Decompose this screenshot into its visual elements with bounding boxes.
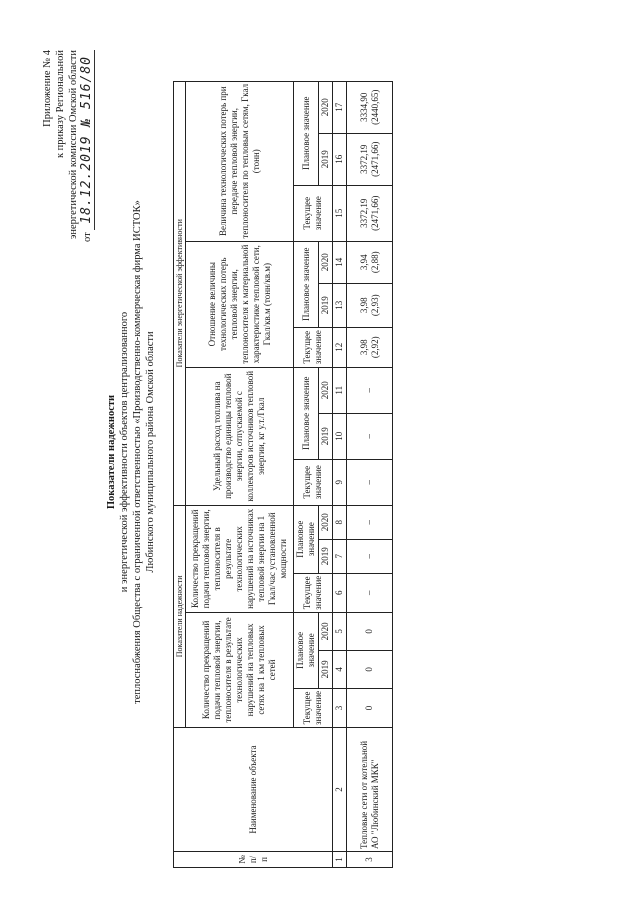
planned-label-5: Плановое значение [294, 81, 319, 185]
row-value: – [347, 539, 393, 573]
year-2020-g4: 2020 [319, 241, 333, 283]
group-header-3: Удельный расход топлива на производство единицы тепловой энергии, отпускаемой с коллекторов источников тепловой энергии, кг у.т./Гкал [186, 367, 294, 505]
group-header-4: Отношение величины технологических потерь тепловой энергии, теплоносителя к материальной характеристике тепловой сети, Гкал/кв.м (тонн/кв.м) [186, 241, 294, 367]
current-label-3: Текущее значение [294, 459, 333, 505]
appendix-line-1: Приложение № 4 [42, 50, 53, 127]
col-number: 2 [333, 728, 347, 852]
col-number: 10 [333, 413, 347, 459]
rotated-document-sheet [35, 22, 605, 882]
indicators-table [173, 81, 393, 868]
section-efficiency: Показатели энергетической эффективности [174, 81, 186, 505]
row-value: – [347, 505, 393, 539]
group-header-5: Величина технологических потерь при передаче тепловой энергии, теплоносителя по тепловым сетям, Гкал (тонн) [186, 81, 294, 241]
appendix-line-4 [80, 50, 95, 242]
row-value: 0 [347, 688, 393, 727]
title-line-2: и энергетической эффективности объектов централизованного [119, 311, 130, 593]
current-label-1: Текущее значение [294, 688, 333, 727]
col-number: 8 [333, 505, 347, 539]
row-value: – [347, 367, 393, 413]
document-title-block [105, 22, 157, 882]
col-number: 9 [333, 459, 347, 505]
col-number: 12 [333, 327, 347, 367]
year-2020-g5: 2020 [319, 81, 333, 133]
group-header-2: Количество прекращений подачи тепловой энергии, теплоносителя в результате технологических нарушений на источниках тепловой энергии на 1 Гкал/час установленной мощности [186, 505, 294, 612]
row-value: 3,98 (2,93) [347, 283, 393, 327]
appendix-line-2: к приказу Региональной [55, 50, 66, 159]
row-value: 3,94 (2,88) [347, 241, 393, 283]
year-2020-g3: 2020 [319, 367, 333, 413]
appendix-date-prefix: от [82, 232, 93, 243]
table-row [347, 81, 393, 867]
col-number: 1 [333, 852, 347, 868]
row-value: – [347, 413, 393, 459]
col-number: 3 [333, 688, 347, 727]
year-2020-g1: 2020 [319, 612, 333, 650]
year-2020-g2: 2020 [319, 505, 333, 539]
col-number: 13 [333, 283, 347, 327]
col-number: 6 [333, 573, 347, 612]
year-2019-g5: 2019 [319, 133, 333, 185]
row-value: 0 [347, 612, 393, 650]
year-2019-g3: 2019 [319, 413, 333, 459]
row-value: 0 [347, 650, 393, 688]
row-value: 3372,19 (2471,66) [347, 133, 393, 185]
col-number: 7 [333, 539, 347, 573]
row-object-name: Тепловые сети от котельной АО "Любинский МКК" [347, 728, 393, 852]
planned-label-3: Плановое значение [294, 367, 319, 459]
row-value: 3,98 (2,92) [347, 327, 393, 367]
current-label-4: Текущее значение [294, 327, 333, 367]
group-header-1: Количество прекращений подачи тепловой энергии, теплоносителя в результате технологических нарушений на тепловых сетях на 1 км тепловых сетей [186, 612, 294, 727]
col-number: 11 [333, 367, 347, 413]
title-line-3: теплоснабжения Общества с ограниченной ответственностью «Производственно-коммерческая фирма ИСТОК» [132, 200, 143, 704]
appendix-block [41, 50, 95, 242]
title-line-4: Любинского муниципального района Омской области [145, 331, 156, 573]
year-2019-g2: 2019 [319, 539, 333, 573]
col-number: 16 [333, 133, 347, 185]
row-value: – [347, 573, 393, 612]
row-value: – [347, 459, 393, 505]
col-number: 4 [333, 650, 347, 688]
document-title: Показатели надежности [106, 394, 117, 510]
col-number: 14 [333, 241, 347, 283]
handwritten-signature: 18.12.2019 № 516/80 [80, 50, 95, 230]
appendix-line-3: энергетической комиссии Омской области [68, 50, 79, 240]
year-2019-g4: 2019 [319, 283, 333, 327]
column-number-row [333, 81, 347, 867]
row-num: 3 [347, 852, 393, 868]
planned-label-2: Плановое значение [294, 505, 319, 573]
col-number: 5 [333, 612, 347, 650]
current-label-5: Текущее значение [294, 185, 333, 241]
header-num: № п/п [174, 852, 333, 868]
planned-label-4: Плановое значение [294, 241, 319, 327]
row-value: 3372,19 (2471,66) [347, 185, 393, 241]
row-value: 3334,90 (2440,65) [347, 81, 393, 133]
section-reliability: Показатели надежности [174, 505, 186, 727]
current-label-2: Текущее значение [294, 573, 333, 612]
planned-label-1: Плановое значение [294, 612, 319, 688]
year-2019-g1: 2019 [319, 650, 333, 688]
col-number: 17 [333, 81, 347, 133]
header-object-name: Наименование объекта [174, 728, 333, 852]
col-number: 15 [333, 185, 347, 241]
